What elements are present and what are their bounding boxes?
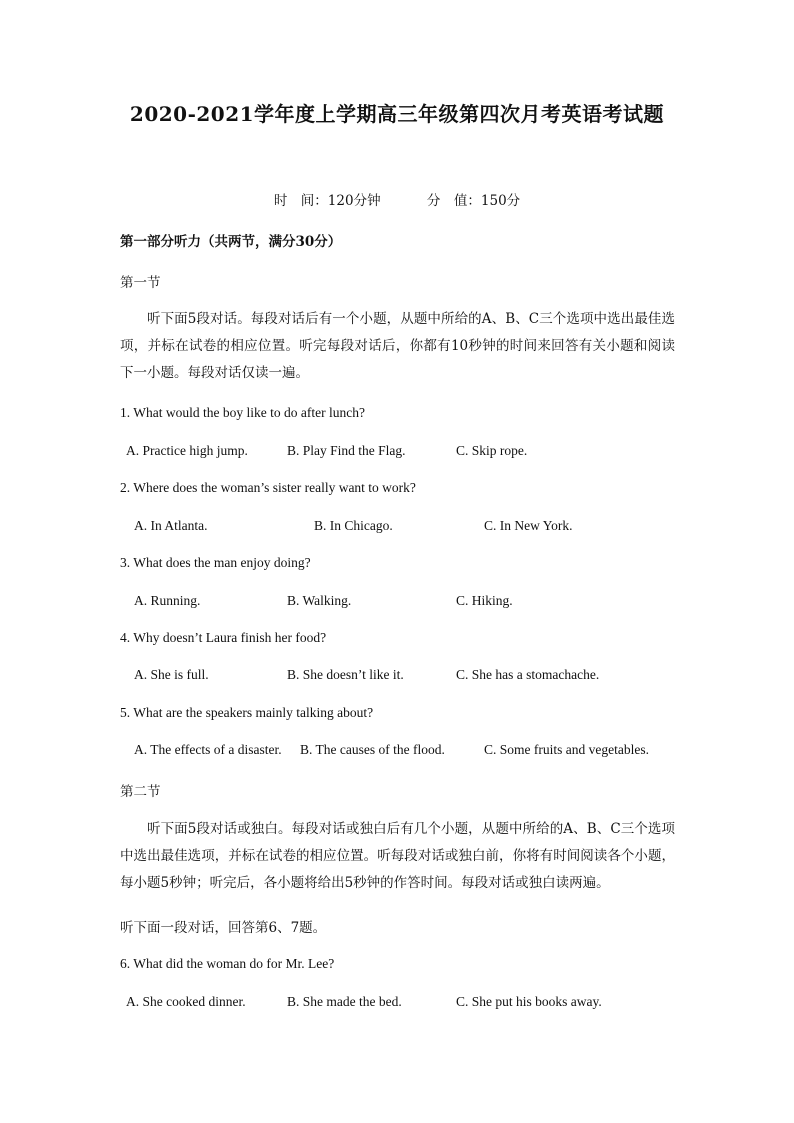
option-a: A. She cooked dinner.	[126, 994, 246, 1009]
exam-total-score: 分 值：150分	[426, 193, 521, 209]
question-1: 1. What would the boy like to do after lunch?	[120, 405, 365, 420]
section2-subheading: 听下面一段对话，回答第6、7题。	[120, 920, 327, 936]
exam-meta	[0, 189, 794, 209]
option-c: C. She has a stomachache.	[456, 667, 600, 682]
section1-instructions: 听下面5段对话。每段对话后有一个小题，从题中所给的A、B、C三个选项中选出最佳选项，并标在试卷的相应位置。听完每段对话后，你都有10秒钟的时间来回答有关小题和阅读下一小题。每段对话仅读一遍。	[120, 311, 675, 381]
question-5: 5. What are the speakers mainly talking about?	[120, 705, 374, 720]
question-6: 6. What did the woman do for Mr. Lee?	[120, 956, 335, 971]
option-c: C. Hiking.	[456, 593, 513, 608]
question-4: 4. Why doesn’t Laura finish her food?	[120, 630, 327, 645]
option-a: A. She is full.	[134, 667, 209, 682]
section1-heading: 第一节	[120, 275, 161, 291]
option-b: B. In Chicago.	[314, 518, 393, 533]
option-a: A. Practice high jump.	[126, 443, 248, 458]
part1-heading: 第一部分听力（共两节，满分30分）	[120, 234, 342, 250]
option-b: B. Walking.	[287, 593, 352, 608]
option-c: C. In New York.	[484, 518, 573, 533]
section2-instructions: 听下面5段对话或独白。每段对话或独白后有几个小题，从题中所给的A、B、C三个选项中选出最佳选项，并标在试卷的相应位置。听每段对话或独白前，你将有时间阅读各个小题，每小题5秒钟；听完后，各小题将给出5秒钟的作答时间。每段对话或独白读两遍。	[120, 821, 675, 891]
exam-title: 2020-2021学年度上学期高三年级第四次月考英语考试题	[129, 102, 665, 126]
option-b: B. Play Find the Flag.	[287, 443, 406, 458]
option-b: B. She made the bed.	[287, 994, 402, 1009]
option-b: B. She doesn’t like it.	[287, 667, 404, 682]
option-a: A. In Atlanta.	[134, 518, 208, 533]
section2-heading: 第二节	[120, 784, 161, 800]
question-2: 2. Where does the woman’s sister really want to work?	[120, 480, 416, 495]
option-a: A. The effects of a disaster.	[134, 742, 282, 757]
exam-duration: 时 间：120分钟	[273, 193, 381, 209]
option-c: C. She put his books away.	[456, 994, 602, 1009]
option-a: A. Running.	[134, 593, 201, 608]
option-c: C. Skip rope.	[456, 443, 528, 458]
question-3: 3. What does the man enjoy doing?	[120, 555, 311, 570]
option-b: B. The causes of the flood.	[300, 742, 445, 757]
option-c: C. Some fruits and vegetables.	[484, 742, 649, 757]
